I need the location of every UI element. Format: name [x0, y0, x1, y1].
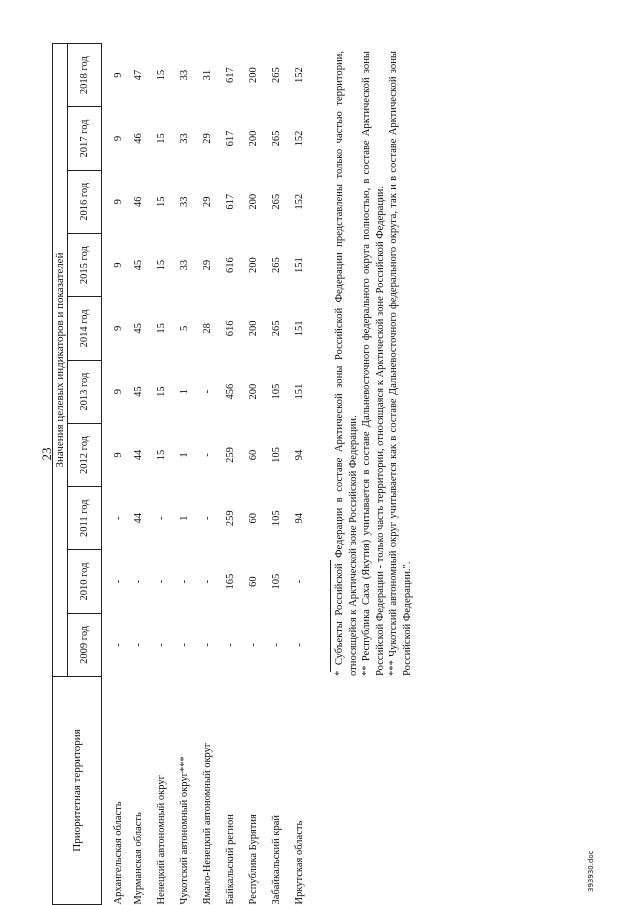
indicator-value: 9 [112, 452, 124, 458]
indicator-value: - [112, 579, 124, 584]
table-row [219, 44, 242, 905]
indicator-value: 265 [271, 257, 282, 273]
indicator-value: 46 [133, 196, 144, 208]
indicator-value: 200 [248, 383, 259, 400]
footnotes [333, 51, 415, 676]
indicator-value: 60 [248, 576, 259, 587]
indicator-value: 31 [202, 69, 213, 81]
indicator-value: 265 [271, 193, 282, 210]
indicator-value: 9 [112, 199, 124, 205]
page-number: 23 [39, 447, 54, 461]
indicator-value: - [271, 643, 282, 647]
indicator-value: 46 [133, 133, 144, 144]
indicator-value: - [133, 643, 144, 647]
table-row [173, 44, 196, 905]
year-header: 2010 год [68, 550, 102, 613]
indicator-value: 152 [294, 130, 305, 147]
indicator-value: 152 [294, 193, 305, 210]
table-body [102, 44, 312, 905]
year-header: 2016 год [68, 170, 102, 233]
indicator-value: 45 [133, 323, 144, 334]
indicator-value: 15 [156, 69, 167, 81]
table-row [288, 44, 311, 905]
indicator-value: 29 [202, 259, 213, 271]
indicator-value: 456 [225, 383, 236, 400]
indicator-value: 200 [248, 193, 259, 210]
indicator-value: 44 [133, 449, 144, 461]
table-row [150, 44, 173, 905]
indicator-value: 105 [271, 383, 282, 400]
table-row [265, 44, 288, 905]
indicator-value: 60 [248, 449, 259, 461]
indicator-value: 15 [156, 196, 167, 208]
indicator-value: 265 [271, 67, 282, 84]
territory-name: Архангельская область [112, 801, 124, 905]
indicator-value: - [294, 643, 305, 647]
year-header: 2011 год [68, 487, 102, 550]
indicator-value: 265 [271, 320, 282, 337]
indicator-value: 15 [156, 323, 167, 334]
year-header: 2012 год [68, 423, 102, 486]
indicator-value: - [112, 516, 124, 521]
footnote-3: *** Чукотский автономный округ учитывается как в составе Дальневосточного федерального округа, так и в составе Арктической зоны Российской Федерации.". [388, 51, 413, 676]
year-header: 2018 год [68, 44, 102, 107]
indicator-value: 105 [271, 573, 282, 590]
indicator-value: 33 [179, 69, 190, 81]
indicator-value: - [202, 453, 213, 457]
territory-name: Чукотский автономный округ*** [179, 756, 190, 905]
indicator-value: 45 [133, 386, 144, 397]
indicator-value: 616 [225, 320, 236, 337]
indicator-value: 105 [271, 510, 282, 527]
table-row [196, 44, 219, 905]
indicator-value: - [179, 643, 190, 647]
indicators-table [52, 43, 311, 905]
indicator-value: 9 [112, 262, 124, 268]
territory-name: Ямало-Ненецкий автономный округ [202, 742, 213, 905]
indicator-value: 152 [294, 67, 305, 84]
indicator-value: 165 [225, 573, 236, 590]
file-id: 393930.doc [587, 850, 595, 892]
indicator-value: 33 [179, 133, 190, 144]
indicator-value: 94 [294, 449, 305, 461]
indicator-value: 265 [271, 130, 282, 147]
indicator-value: 5 [179, 325, 190, 331]
indicator-value: 33 [179, 259, 190, 271]
indicator-value: 1 [179, 452, 190, 458]
indicator-value: 200 [248, 130, 259, 147]
year-header: 2009 год [68, 613, 102, 676]
indicator-value: 44 [133, 513, 144, 524]
indicator-value: 9 [112, 389, 124, 395]
indicator-value: - [294, 579, 305, 584]
indicator-value: 616 [225, 257, 236, 273]
indicator-value: 94 [294, 513, 305, 524]
indicator-value: 151 [294, 257, 305, 273]
indicator-value: - [112, 643, 124, 647]
indicator-value: 15 [156, 449, 167, 461]
indicator-value: 200 [248, 257, 259, 273]
indicator-value: - [225, 643, 236, 647]
indicator-value: - [156, 579, 167, 584]
territory-header: Приоритетная территория [53, 677, 102, 905]
indicator-group-header: Значения целевых индикаторов и показателей [53, 44, 68, 677]
indicator-value: 60 [248, 513, 259, 524]
territory-name: Забайкальский край [271, 814, 282, 905]
indicator-value: 105 [271, 447, 282, 463]
indicator-value: 617 [225, 193, 236, 210]
table-row [102, 44, 128, 905]
territory-name: Иркутская область [294, 820, 305, 905]
footnote-separator [330, 560, 331, 672]
year-header: 2014 год [68, 297, 102, 360]
year-header: 2013 год [68, 360, 102, 423]
indicator-value: - [202, 389, 213, 394]
indicator-value: 617 [225, 130, 236, 147]
indicator-value: - [156, 516, 167, 521]
indicator-value: 33 [179, 196, 190, 208]
footnote-2: ** Республика Саха (Якутия) учитывается в составе Дальневосточного федерального округа полностью, в составе Арктической зоны Российской Федерации - только часть территории, относящаяся к Арктической зоне Российской Федерации. [361, 51, 386, 676]
indicator-value: 28 [202, 323, 213, 334]
indicator-value: - [133, 579, 144, 584]
indicator-value: 15 [156, 386, 167, 397]
indicator-value: - [202, 516, 213, 521]
indicator-value: 29 [202, 133, 213, 144]
indicator-value: - [179, 579, 190, 584]
territory-name: Байкальский регион [225, 814, 236, 905]
indicator-value: 15 [156, 133, 167, 144]
table-row [127, 44, 150, 905]
indicator-value: 9 [112, 72, 124, 78]
indicator-value: 45 [133, 259, 144, 271]
year-header: 2015 год [68, 233, 102, 296]
indicator-value: 15 [156, 259, 167, 271]
indicator-value: 259 [225, 510, 236, 527]
indicator-value: 47 [133, 69, 144, 81]
indicator-value: 200 [248, 320, 259, 337]
indicator-value: 1 [179, 389, 190, 395]
indicator-value: 259 [225, 447, 236, 463]
indicator-value: 151 [294, 320, 305, 337]
indicator-value: - [248, 643, 259, 647]
territory-name: Республика Бурятия [248, 814, 259, 905]
indicator-value: - [202, 579, 213, 584]
indicator-value: 151 [294, 383, 305, 400]
territory-name: Мурманская область [133, 812, 144, 905]
footnote-1: * Субъекты Российской Федерации в составе Арктической зоны Российской Федерации представлены только частью территории, относящейся к Арктической зоне Российской Федерации. [334, 51, 359, 676]
indicator-value: 200 [248, 67, 259, 84]
year-header: 2017 год [68, 107, 102, 170]
indicator-value: 9 [112, 135, 124, 142]
indicator-value: 617 [225, 67, 236, 84]
indicator-value: 9 [112, 325, 124, 331]
indicator-value: - [156, 643, 167, 647]
indicator-value: - [202, 643, 213, 647]
territory-name: Ненецкий автономный округ [156, 775, 167, 905]
indicator-value: 29 [202, 196, 213, 208]
indicator-value: 1 [179, 515, 190, 521]
table-row [242, 44, 265, 905]
